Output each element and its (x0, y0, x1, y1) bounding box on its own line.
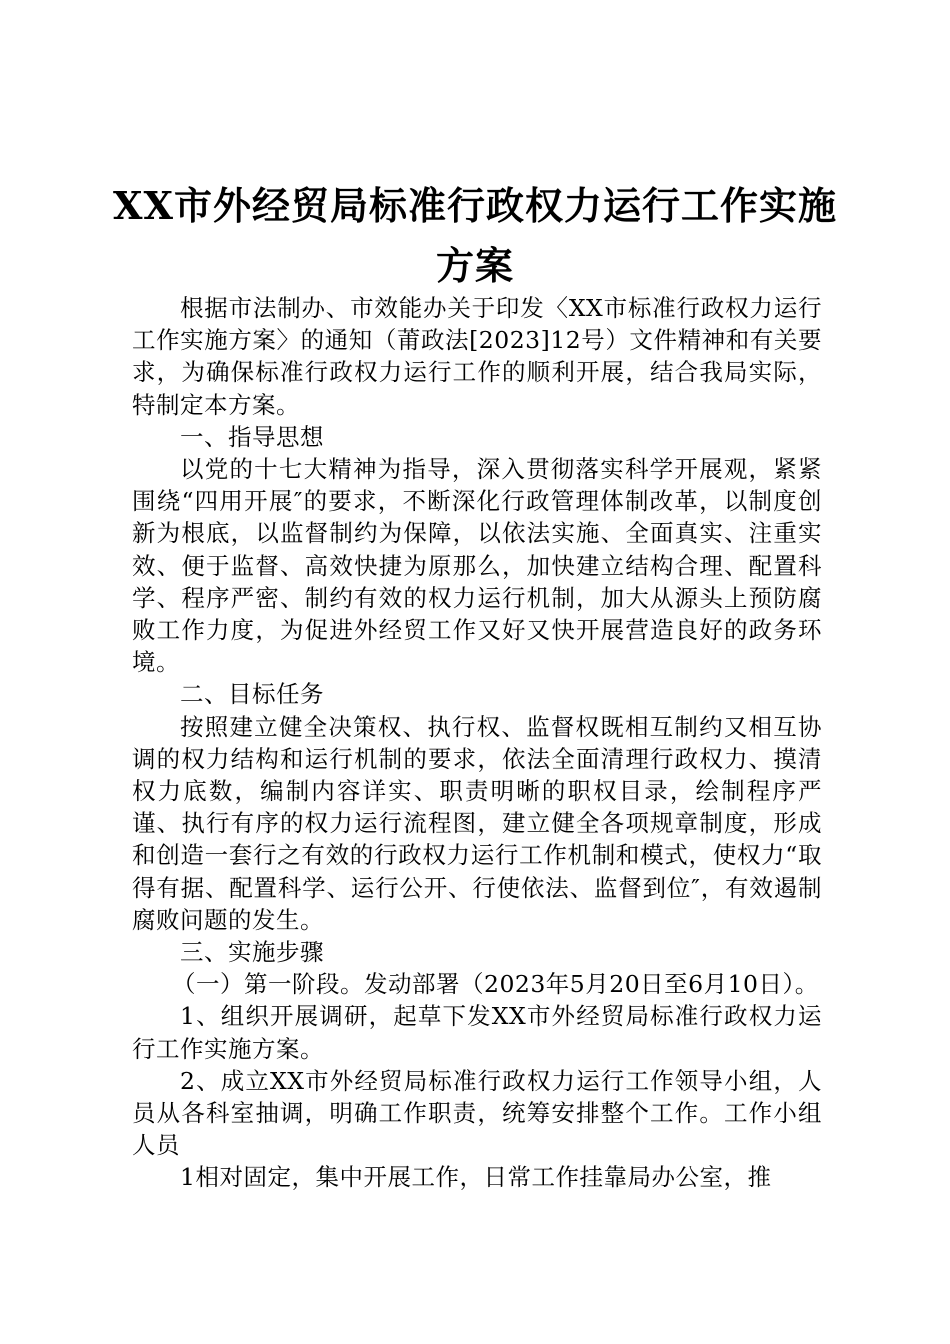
paragraph-intro: 根据市法制办、市效能办关于印发〈XX市标准行政权力运行工作实施方案〉的通知（莆政法[2023]12号）文件精神和有关要求，为确保标准行政权力运行工作的顺利开展，结合我局实际，特制定本方案。 (132, 294, 822, 419)
paragraph-phase-one: （一）第一阶段。发动部署（2023年5月20日至6月10日）。 (172, 970, 819, 999)
paragraph-step-1: 1、组织开展调研，起草下发XX市外经贸局标准行政权力运行工作实施方案。 (132, 1002, 822, 1063)
section-heading-guiding-ideology: 一、指导思想 (180, 422, 324, 451)
paragraph-goals: 按照建立健全决策权、执行权、监督权既相互制约又相互协调的权力结构和运行机制的要求，依法全面清理行政权力、摸清权力底数，编制内容详实、职责明晰的职权目录，绘制程序严谨、执行有序的权力运行流程图，建立健全各项规章制度，形成和创造一套行之有效的行政权力运行工作机制和模式，使权力“取得有据、配置科学、运行公开、行使依法、监督到位″，有效遏制腐败问题的发生。 (132, 712, 822, 934)
document-body (132, 292, 822, 1194)
document-title: XX市外经贸局标准行政权力运行工作实施方案 (113, 183, 837, 288)
section-heading-steps: 三、实施步骤 (180, 938, 324, 967)
paragraph-step-2: 2、成立XX市外经贸局标准行政权力运行工作领导小组，人员从各科室抽调，明确工作职责，统筹安排整个工作。工作小组人员 (132, 1066, 822, 1160)
paragraph-guiding-ideology: 以党的十七大精神为指导，深入贯彻落实科学开展观，紧紧围绕“四用开展″的要求，不断深化行政管理体制改革，以制度创新为根底，以监督制约为保障，以依法实施、全面真实、注重实效、便于监督、高效快捷为原那么，加快建立结构合理、配置科学、程序严密、制约有效的权力运行机制，加大从源头上预防腐败工作力度，为促进外经贸工作又好又快开展营造良好的政务环境。 (132, 455, 822, 677)
section-heading-goals: 二、目标任务 (180, 680, 324, 709)
paragraph-continuation: 1相对固定，集中开展工作，日常工作挂靠局办公室，推 (180, 1163, 772, 1192)
